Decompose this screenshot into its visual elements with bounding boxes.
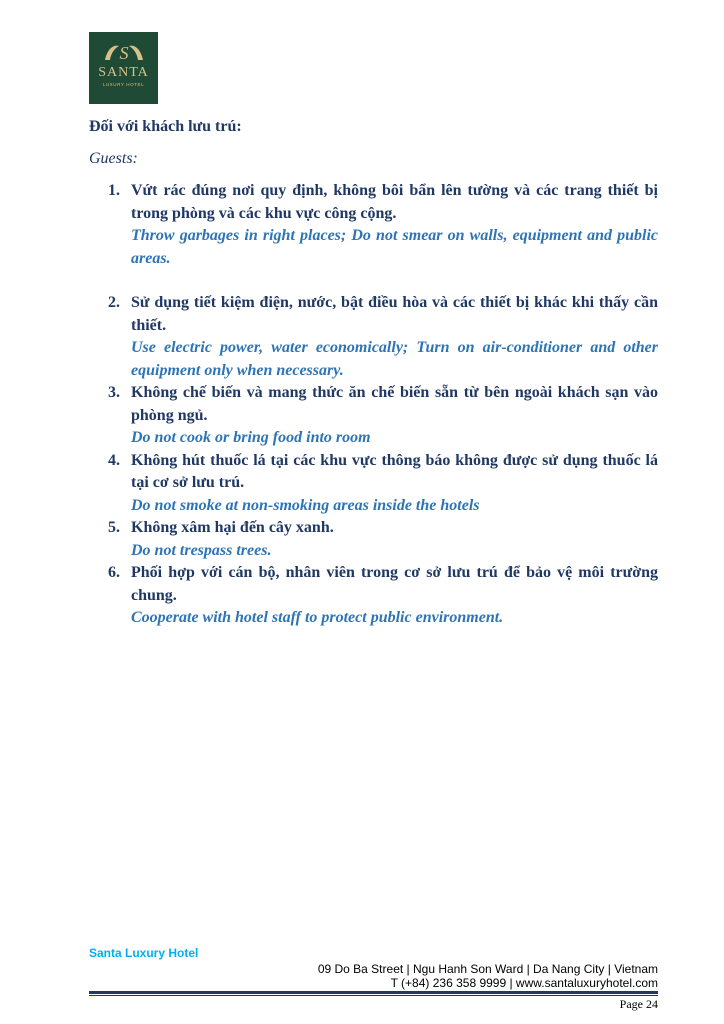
rule-vietnamese: Không xâm hại đến cây xanh. [131, 519, 334, 536]
list-number: 3. [108, 384, 120, 401]
list-number: 5. [108, 519, 120, 536]
rule-vietnamese: Vứt rác đúng nơi quy định, không bôi bẩn lên tường và các trang thiết bị trong phòng và các khu vực công cộng. [131, 182, 658, 222]
rule-vietnamese: Sử dụng tiết kiệm điện, nước, bật điều hòa và các thiết bị khác khi thấy cần thiết. [131, 294, 658, 334]
list-item [108, 517, 658, 562]
section-heading-vietnamese: Đối với khách lưu trú: [89, 118, 242, 135]
logo-subtitle: LUXURY HOTEL [102, 82, 145, 87]
logo-monogram: S [119, 43, 128, 63]
list-spacer [108, 270, 658, 292]
rule-english: Use electric power, water economically; Turn on air-conditioner and other equipment only when necessary. [131, 339, 658, 379]
list-item [108, 382, 658, 450]
logo-name: SANTA [98, 65, 149, 80]
footer-divider-thin [89, 995, 658, 996]
rule-vietnamese: Phối hợp với cán bộ, nhân viên trong cơ sở lưu trú để bảo vệ môi trường chung. [131, 564, 658, 604]
rule-english: Throw garbages in right places; Do not smear on walls, equipment and public areas. [131, 227, 658, 267]
section-heading-english: Guests: [89, 150, 138, 167]
list-number: 2. [108, 294, 120, 311]
rule-vietnamese: Không chế biến và mang thức ăn chế biến sẵn từ bên ngoài khách sạn vào phòng ngủ. [131, 384, 658, 424]
rule-english: Do not smoke at non-smoking areas inside the hotels [131, 496, 480, 514]
list-number: 6. [108, 564, 120, 581]
logo-emblem-icon [101, 40, 147, 64]
list-item [108, 180, 658, 270]
footer-hotel-name: Santa Luxury Hotel [89, 946, 199, 960]
list-item [108, 450, 658, 518]
list-item [108, 292, 658, 382]
list-item [108, 562, 658, 630]
rule-english: Do not trespass trees. [131, 541, 272, 559]
footer-contact: T (+84) 236 358 9999 | www.santaluxuryhotel.com [390, 976, 658, 990]
guest-rules-list [108, 180, 658, 630]
footer-address: 09 Do Ba Street | Ngu Hanh Son Ward | Da Nang City | Vietnam [317, 962, 658, 976]
rule-english: Do not cook or bring food into room [131, 429, 371, 446]
rule-english: Cooperate with hotel staff to protect public environment. [131, 609, 504, 626]
list-number: 1. [108, 182, 120, 199]
page-number: Page 24 [619, 997, 658, 1011]
rule-vietnamese: Không hút thuốc lá tại các khu vực thông báo không được sử dụng thuốc lá tại cơ sở lưu trú. [131, 451, 658, 491]
hotel-logo [89, 32, 158, 104]
list-number: 4. [108, 451, 120, 469]
footer-divider [89, 991, 658, 994]
